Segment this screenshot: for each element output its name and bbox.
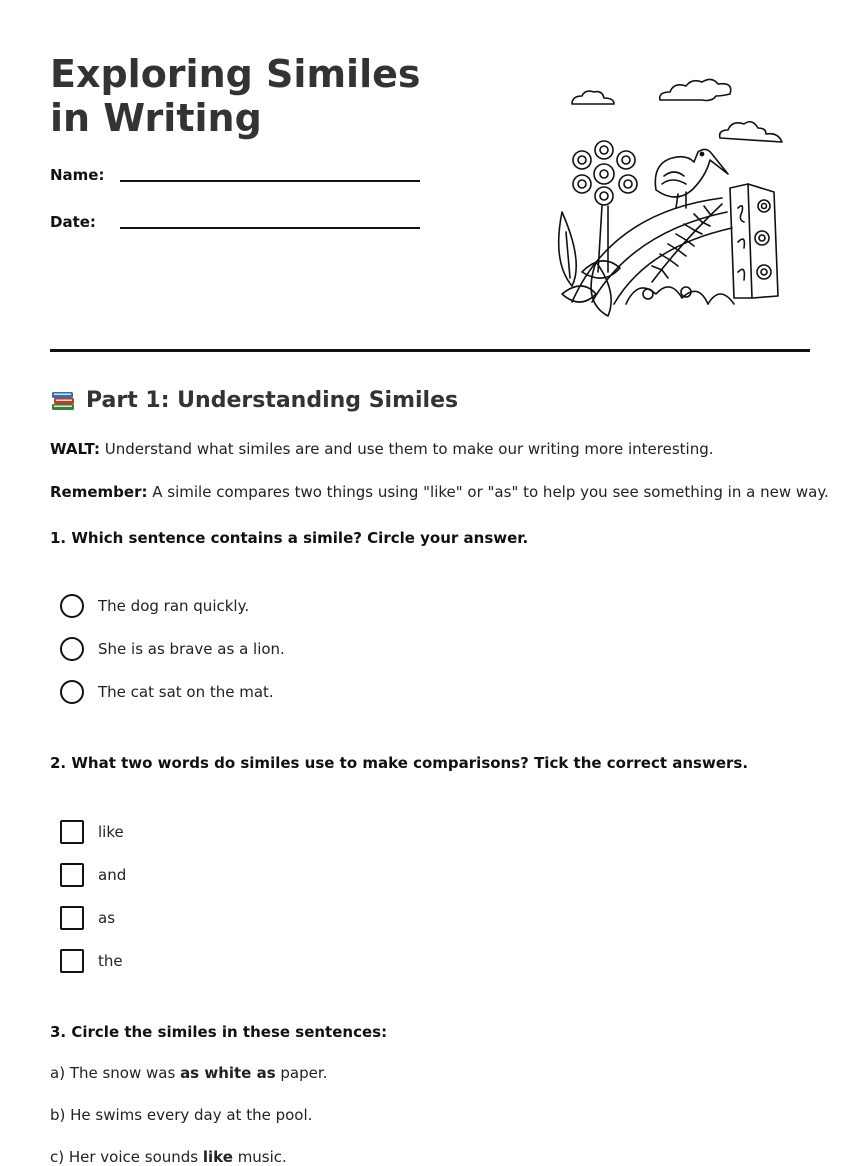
date-line[interactable] <box>120 227 420 229</box>
q2-option-label: and <box>98 866 127 884</box>
name-line[interactable] <box>120 180 420 182</box>
name-label: Name: <box>50 166 105 184</box>
checkbox-icon[interactable] <box>60 820 84 844</box>
q3-sentence-a[interactable] <box>50 1064 327 1082</box>
checkbox-icon[interactable] <box>60 949 84 973</box>
q1-option-label: The cat sat on the mat. <box>98 683 274 701</box>
q1-option[interactable] <box>60 594 249 618</box>
remember-label: Remember: <box>50 483 148 501</box>
radio-circle-icon[interactable] <box>60 637 84 661</box>
remember-text: A simile compares two things using "like" or "as" to help you see something in a new way. <box>147 483 829 501</box>
books-icon <box>50 389 76 413</box>
q2-option[interactable] <box>60 820 124 844</box>
cloud-icon <box>572 91 614 104</box>
sentence-text: music. <box>232 1148 287 1166</box>
sentence-text: a) The snow was <box>50 1064 181 1082</box>
simile-phrase: like <box>202 1148 233 1166</box>
sentence-text: c) Her voice sounds <box>50 1148 203 1166</box>
simile-phrase: as white as <box>180 1064 276 1082</box>
checkbox-icon[interactable] <box>60 906 84 930</box>
walt-text: Understand what similes are and use them to make our writing more interesting. <box>99 440 714 458</box>
q2-option[interactable] <box>60 906 115 930</box>
q2-option-label: the <box>98 952 123 970</box>
walt-paragraph <box>50 440 714 458</box>
q1-option-label: The dog ran quickly. <box>98 597 250 615</box>
q3-sentence-c[interactable] <box>50 1148 287 1166</box>
sentence-text: paper. <box>275 1064 328 1082</box>
q3-sentence-b[interactable]: b) He swims every day at the pool. <box>50 1106 313 1124</box>
q1-option-label: She is as brave as a lion. <box>98 640 285 658</box>
remember-paragraph <box>50 483 829 501</box>
q1-option[interactable] <box>60 637 285 661</box>
q2-option[interactable] <box>60 949 123 973</box>
part1-heading-text: Part 1: Understanding Similes <box>86 388 459 413</box>
worksheet-title: Exploring Similes in Writing <box>50 52 421 140</box>
part1-heading <box>50 388 458 413</box>
date-field-row <box>50 213 420 231</box>
q2-option-label: as <box>98 909 116 927</box>
walt-label: WALT: <box>50 440 100 458</box>
cloud-icon <box>660 79 731 100</box>
radio-circle-icon[interactable] <box>60 680 84 704</box>
date-label: Date: <box>50 213 96 231</box>
cloud-icon <box>720 122 782 142</box>
q2-option-label: like <box>98 823 124 841</box>
name-field-row <box>50 166 420 184</box>
question-2-prompt: 2. What two words do similes use to make comparisons? Tick the correct answers. <box>50 754 749 772</box>
question-3-prompt: 3. Circle the similes in these sentences: <box>50 1023 388 1041</box>
section-divider <box>50 349 810 352</box>
nature-illustration <box>552 72 792 320</box>
radio-circle-icon[interactable] <box>60 594 84 618</box>
checkbox-icon[interactable] <box>60 863 84 887</box>
q2-option[interactable] <box>60 863 126 887</box>
q1-option[interactable] <box>60 680 274 704</box>
carved-panel-icon <box>730 184 778 298</box>
question-1-prompt: 1. Which sentence contains a simile? Circle your answer. <box>50 529 529 547</box>
